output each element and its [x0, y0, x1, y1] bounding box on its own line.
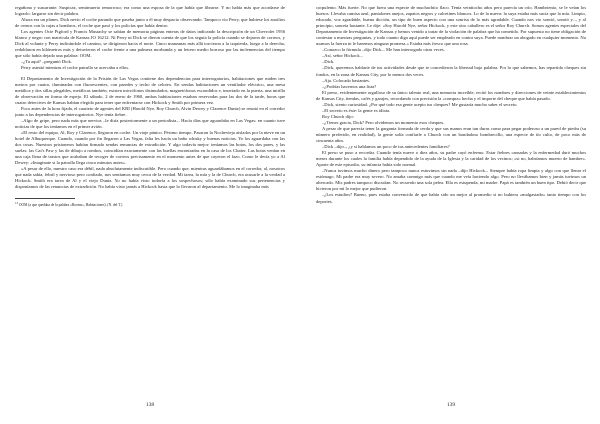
paragraph: –Nunca tuvimos mucho dinero pero tampoco nunca estuvimos sin nada –dijo Hickock–. Siempre había ropa limpia y algo con que llenar el estómago. Mi padre era muy severo. No amaba conmigo más que cuando me veía haciendo algo. Pero no llevábamos bien y jamás tuvimos un altercado. Mis padres tampoco discutían. No recuerdo una sola pelea. Ella es estupenda, mi madre. Papá es también un buen tipo. Debió decir que hicieron por mí lo mejor que pudieron. — [316, 168, 586, 192]
footnote — [15, 201, 285, 208]
paragraph: regañona y susurrante. Suspicaz, semimuerto remorroso; era como una esposa de la que había que librarse. Y no había más que acordarse de lograrlo: largarse sin decir palabra. — [15, 5, 285, 17]
paragraph: –Dick –dijo–, ¿y si hablamos un poco de tus antecedentes familiares? — [322, 144, 450, 150]
paragraph: A pesar de que parecía tener la garganta formada de cerda y que sus manos eran tan duras como para pegar poderoso a un pared de piedra (su número preferido, en realidad), la gente solía confiarle a Church con un bondadoso hombrecillo, una especie de tío culto, de poco más de cincuenta años. — [316, 125, 586, 144]
paragraph: –Conozco la fórmula –dijo Dick–. Me han interrogado otras veces. — [322, 47, 445, 53]
paragraph: Los agentes Ocie Pigford y Francis Mustachy se sabían de memoria páginas enteras de datos indicando la descripción de un Chevrolet 1956 blanco y negro con matrícula de Kansas JO 16212. Ni Perry ni Dick se dieron cuenta de que los seguía la policía cuando se dejaron de correos, y Dick al volante y Perry indicándole el camino, se dirigieron hacia el norte. Cinco manzanas más allá torcieron a la izquierda, luego a la derecha, redoblaron en kilómetros más y detuvieron el coche frente a una palmera morbunda y un letrero medio borroso por las inclemencias del tiempo que sólo había dejado una palabra: OOM. — [15, 29, 285, 59]
paragraph: –¿Los estudios? Bueno, pues estaba convencido de que había sido un mejor al promedio si no hubiera «malgastado» tanto tiempo con los deportes. — [316, 192, 586, 204]
paragraph: –Así, señor Hickock... — [322, 53, 364, 59]
paragraph: El Departamento de Investigación de la Prisión de Las Vegas contiene dos dependencias para interrogatorios, habitaciones que miden tres metros por cuatro, iluminadas con fluorescentes, con paredes y techo de celotex. En sendas habitaciones un ventilador eléctrico, una mesa metálica y dos sillas plegables, metálicas también, existen micrófonos disimulados, magnetófonos escondidos e, insertado en la puerta, una mirilla de observación en forma de espejo. El sábado, 2 de enero de 1960, ambas habitaciones estaban reservadas para las dos de la tarde, horas que cuatro detectives de Kansas habían elegido para tener que enfrentarse con Hickock y Smith por primera vez. — [15, 75, 285, 105]
paragraph: Roy Church dijo: — [322, 113, 354, 119]
paragraph: –Dick, queremos hablarte de tus actividades desde que te concedieron la libertad bajo palabra. Por lo que sabemos, has repartido cheques sin fondos, en la zona de Kansas City, por lo menos dos veces. — [316, 65, 586, 77]
footnote-rule — [15, 198, 75, 199]
footnote-mark: 13 — [15, 201, 18, 206]
paragraph: Ahora era un planes. Dick nevio el coche parando que paseba junto a él muy despacio observando. Tampoco vio Perry, que hubiese los auxilios de cernos con la cajas a hombros, el coche que pasó y los policías que había dentro. — [15, 17, 285, 29]
paragraph: –Algo de gripe, pero nada más que nervios –le diría posteriormente a un periodista–. Hacía días que aguardaba en Las Vegas: en cuanto tuve noticias de que los teníamos en el primer avión. — [15, 117, 285, 129]
page-number-right: 139 — [446, 402, 456, 408]
paragraph: corpulento. Más fuerte. No que fuera una especie de muchachito flaco. Tenía veintiocho años pero parecía un crío. Hambriento, se le veían los huesos. Llevaba camisa azul, pantalones anejos, zapatos negros y calcetines blancos. Lo de la nueva: la suya estaba más sucia que la mía. Limpio, educado, voz agradable, buena dicción, un tipo de buen aspecto con una sonrisa de lo más agradable. Cuando nos vio sonrió, sonrió y..., y al principio, sonreía bastante. Le dije: «Soy Harold Nye, señor Hickock, y este otro caballero es el señor Roy Church. Somos agentes especiales del Departamento de Investigación de Kansas y hemos venido a tratar de la violación de palabra que ha cometido. Por supuesto no tiene obligación de contestar a nuestras preguntas, y todo cuanto diga aquí puede ser empleado en contra suya. Puede nombrar un abogado en cualquier momento. No usamos la fuerza ni le haremos ninguna promesa.» Estaba más fresco que una rosa. — [316, 5, 586, 47]
paragraph: –Dick. — [322, 59, 335, 65]
left-bottom-text — [15, 76, 285, 191]
paragraph: Poco antes de la hora fijada, el cuarteto de agentes del KBI (Harold Nye, Roy Church, Alvin Dewey y Clarence Duntz) se reunió en el corredor junto a las dependencias de interrogatorios. Nye tenía fiebre. — [15, 105, 285, 117]
paragraph: –¿Ta aquí? –preguntó Dick. — [21, 59, 72, 65]
paragraph: –¿Podrías hacernos una lista? — [322, 83, 377, 89]
paragraph: Perry asintió mientras el coche patrulla se acercaba a ellos. — [21, 65, 130, 71]
paragraph: –Dick, siento curiosidad. ¿Por qué todo esa gente acepto tus cheques? Me gustaría mucho saber el secreto. — [322, 101, 518, 107]
right-page — [316, 5, 586, 205]
paragraph: –Aja. Colocado bastantes. — [322, 77, 370, 83]
footnote-text: OOM (a que quedaba de la palabra «Rooms», Habitaciones). (N. del T.) — [18, 203, 123, 208]
paragraph: »A pesar de ello, nuestro caso era débil, nada absolutamente indiscutible. Pero cuando que, mientras aguardábamos en el corredor, al, nosotros que nada sabía, febril y nervioso pero confiado, nos sentíamos muy cerca de la verdad. Mi tarea, la mía y la de Church, era acusarle a la verdad a Hickock. Smith era tarea de Al y el viejo Duntz. Yo no había visto todavía a los sospechosos; sólo había examinado sus pertenencias y disponíamos de las renuncias de extradición. No había visto jamás a Hickock hasta que lo llevaron al departamento. Me lo imaginaba más — [15, 166, 285, 190]
left-top-text — [15, 5, 285, 72]
page-number-left: 138 — [145, 402, 155, 408]
paragraph: –El secreto es éste: la gente es idiota. — [322, 107, 391, 113]
left-page — [15, 5, 285, 208]
paragraph: »El resto del equipo, Al, Roy y Clarence, llegaron en coche. Un viaje pánico. Pésimo tiempo. Pasaron la Nochevieja aislados por la nieve en un hotel de Albuquerque. Cuando, cuando por fin llegaron a Las Vegas, falta les hacía un baño whisky y buenas noticias. Yo los aguardaba con las dos cosas. Nuestros prisioneros habían firmado sendas renuncias de extradición. Y algo todavía mejor: teníamos las botas, los dos pares, y las suelas: las Cat's Paw y las de dibujo a rombos, coincidían exactamente con las huellas encontradas en la casa de los Clutter. Las botas venían en una caja llena de trastos que acababan de recoger de correos precisamente en el momento antes de que cayeron el lazo. Como le decía yo a Al Dewey: «Imagínate si la patrulla llega cinco minutos antes». — [15, 129, 285, 166]
paragraph: –¿Tienes gracia, Dick? Pero olvidemos un momento esos cheques. — [322, 119, 445, 125]
paragraph: El preso se puso a recordar. Cuando tenía nueve o diez años, su padre cayó enfermo. Estar fiebres cansadas y la enfermedad duró muchos meses durante los cuales la familia había dependido de la ayuda de la Iglesia y la caridad de los vecinos; «si no, habríamos muerto de hambre». Aparte de este episodio, su infancia había sido normal. — [316, 150, 586, 168]
paragraph: El preso, evidentemente orgulloso de su único talento real, una memoria increíble, recitó los nombres y direcciones de veinte establecimientos de Kansas City, tiendas, cafés y garajes, recordando con precisión la «compra» hecha y el importe del cheque que había pasado. — [316, 89, 586, 101]
